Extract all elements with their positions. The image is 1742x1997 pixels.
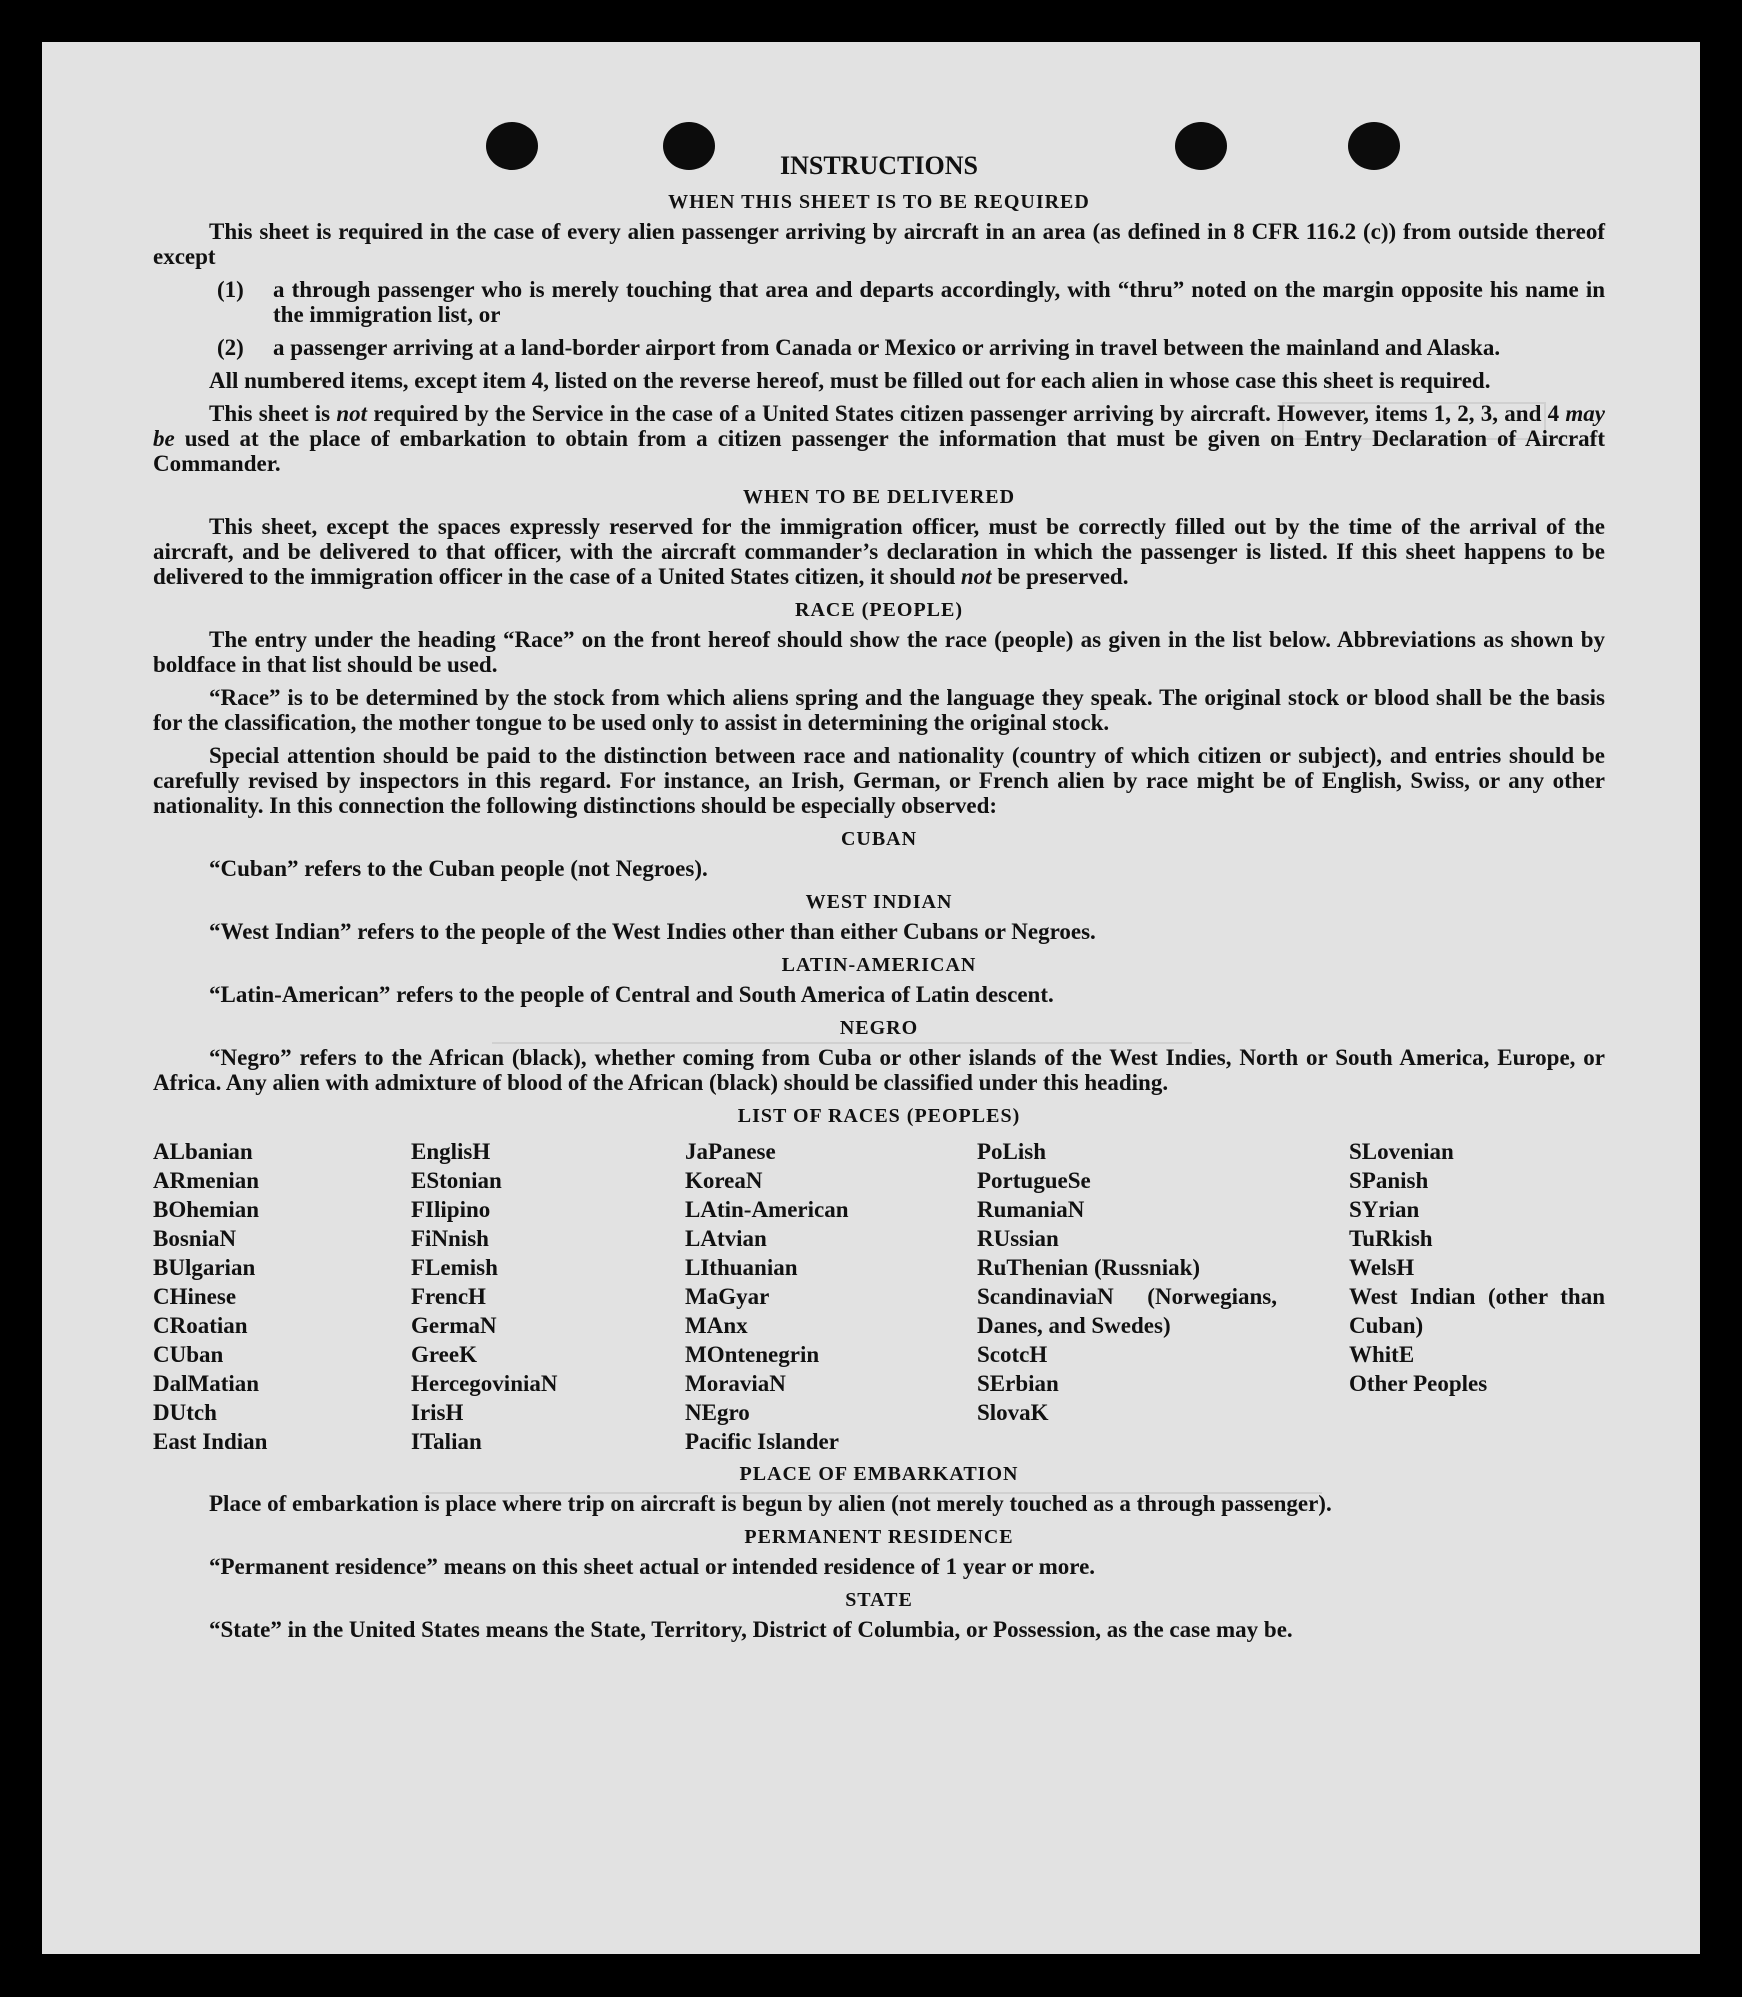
text-run: This sheet is <box>209 401 337 426</box>
race-entry: CRoatian <box>153 1313 248 1338</box>
race-entry: FLemish <box>411 1255 498 1280</box>
race-entry: MAnx <box>685 1313 748 1338</box>
item-text: a through passenger who is merely touching that area and departs accordingly, with “thru” noted on the margin opposite his name in the immigration list, or <box>273 277 1605 327</box>
emphasis: may be <box>153 401 1605 451</box>
paragraph: All numbered items, except item 4, listed on the reverse hereof, must be filled out for each alien in whose case this sheet is required. <box>209 368 1491 393</box>
heading-state: STATE <box>845 1589 913 1611</box>
paragraph: “Latin-American” refers to the people of Central and South America of Latin descent. <box>209 982 1054 1007</box>
race-entry: IrisH <box>411 1400 464 1425</box>
race-entry: SErbian <box>977 1371 1059 1396</box>
race-entry: RuThenian (Russniak) <box>977 1255 1201 1280</box>
race-entry: KoreaN <box>685 1168 763 1193</box>
heading-when-required: WHEN THIS SHEET IS TO BE REQUIRED <box>668 191 1090 213</box>
race-entry: BOhemian <box>153 1197 260 1222</box>
race-entry: DalMatian <box>153 1371 260 1396</box>
race-entry: DUtch <box>153 1400 217 1425</box>
race-entry: PoLish <box>977 1139 1047 1164</box>
race-entry: WhitE <box>1349 1342 1415 1367</box>
race-entry: FIlipino <box>411 1197 491 1222</box>
race-entry: FiNnish <box>411 1226 489 1251</box>
heading-latin-american: LATIN-AMERICAN <box>781 954 977 976</box>
race-entry: WelsH <box>1349 1255 1415 1280</box>
race-entry: LAtin-American <box>685 1197 849 1222</box>
race-entry: MaGyar <box>685 1284 770 1309</box>
race-entry: SYrian <box>1349 1197 1420 1222</box>
races-column <box>411 1137 671 1456</box>
race-entry: JaPanese <box>685 1139 776 1164</box>
race-entry: BUlgarian <box>153 1255 256 1280</box>
race-entry: MoraviaN <box>685 1371 786 1396</box>
races-column <box>977 1137 1277 1427</box>
race-entry: HercegoviniaN <box>411 1371 558 1396</box>
race-entry: ALbanian <box>153 1139 253 1164</box>
races-column <box>153 1137 393 1456</box>
race-entry: CHinese <box>153 1284 237 1309</box>
races-column <box>685 1137 965 1456</box>
race-entry: PortugueSe <box>977 1168 1091 1193</box>
race-entry: SPanish <box>1349 1168 1429 1193</box>
race-entry: ARmenian <box>153 1168 260 1193</box>
paragraph: “Race” is to be determined by the stock from which aliens spring and the language they speak. The original stock or blood shall be the basis for the classification, the mother tongue to be used only to assist in determining the original stock. <box>153 685 1605 735</box>
paragraph: “State” in the United States means the State, Territory, District of Columbia, or Possession, as the case may be. <box>209 1617 1293 1642</box>
emphasis: not <box>336 401 368 426</box>
race-entry: GermaN <box>411 1313 497 1338</box>
race-entry: East Indian <box>153 1429 268 1454</box>
race-entry: ScotcH <box>977 1342 1048 1367</box>
page-title: INSTRUCTIONS <box>780 151 978 180</box>
race-entry: NEgro <box>685 1400 750 1425</box>
race-entry: CUban <box>153 1342 224 1367</box>
race-entry: LIthuanian <box>685 1255 798 1280</box>
race-entry: FrencH <box>411 1284 486 1309</box>
race-entry: West Indian (other than Cuban) <box>1349 1284 1605 1338</box>
heading-race: RACE (PEOPLE) <box>795 599 963 621</box>
paragraph: Special attention should be paid to the distinction between race and nationality (country of which citizen or subject), and entries should be carefully revised by inspectors in this regard. For instance, an Irish, German, or French alien by race might be of English, Swiss, or any other nationality. In this connection the following distinctions should be especially observed: <box>153 743 1605 818</box>
text-run: used at the place of embarkation to obtain from a citizen passenger the information that must be given on Entry Declaration of Aircraft Commander. <box>153 426 1605 476</box>
heading-place-of-embarkation: PLACE OF EMBARKATION <box>739 1463 1019 1485</box>
exception-item <box>217 277 1605 327</box>
race-entry: Pacific Islander <box>685 1429 839 1454</box>
heading-west-indian: WEST INDIAN <box>805 891 953 913</box>
heading-negro: NEGRO <box>839 1017 919 1039</box>
paragraph: “Cuban” refers to the Cuban people (not Negroes). <box>209 856 708 881</box>
instructions-content <box>153 151 1605 1650</box>
text-run: be preserved. <box>991 564 1129 589</box>
race-entry: EStonian <box>411 1168 502 1193</box>
heading-permanent-residence: PERMANENT RESIDENCE <box>744 1526 1014 1548</box>
exception-item <box>217 335 1605 360</box>
race-entry: MOntenegrin <box>685 1342 820 1367</box>
race-entry: EnglisH <box>411 1139 491 1164</box>
race-entry: Other Peoples <box>1349 1371 1488 1396</box>
races-column <box>1349 1137 1605 1398</box>
paragraph: “Negro” refers to the African (black), whether coming from Cuba or other islands of the West Indies, North or South America, Europe, or Africa. Any alien with admixture of blood of the African (black) should be classified under this heading. <box>153 1045 1605 1095</box>
race-entry: ITalian <box>411 1429 482 1454</box>
text-run: This sheet, except the spaces expressly reserved for the immigration officer, must be correctly filled out by the time of the arrival of the aircraft, and be delivered to that officer, with the aircraft commander’s declaration in which the passenger is listed. If this sheet happens to be delivered to the immigration officer in the case of a United States citizen, it should <box>153 514 1605 589</box>
race-entry: GreeK <box>411 1342 477 1367</box>
paragraph <box>153 401 1605 476</box>
race-entry: TuRkish <box>1349 1226 1433 1251</box>
document-sheet <box>42 42 1700 1954</box>
race-entry: RUssian <box>977 1226 1059 1251</box>
races-list <box>153 1137 1605 1453</box>
paragraph <box>153 514 1605 589</box>
race-entry: SLovenian <box>1349 1139 1454 1164</box>
paragraph: This sheet is required in the case of every alien passenger arriving by aircraft in an area (as defined in 8 CFR 116.2 (c)) from outside thereof except <box>153 219 1605 269</box>
item-text: a passenger arriving at a land-border airport from Canada or Mexico or arriving in travel between the mainland and Alaska. <box>273 335 1501 360</box>
item-number: (1) <box>217 277 244 302</box>
race-entry: SlovaK <box>977 1400 1049 1425</box>
text-run: required by the Service in the case of a United States citizen passenger arriving by aircraft. However, items 1, 2, 3, and 4 <box>367 401 1566 426</box>
heading-list-of-races: LIST OF RACES (PEOPLES) <box>737 1105 1021 1127</box>
emphasis: not <box>960 564 992 589</box>
race-entry: BosniaN <box>153 1226 237 1251</box>
race-entry: LAtvian <box>685 1226 767 1251</box>
race-entry: ScandinaviaN (Norwegians, Danes, and Swedes) <box>977 1284 1277 1338</box>
item-number: (2) <box>217 335 244 360</box>
heading-when-delivered: WHEN TO BE DELIVERED <box>742 486 1016 508</box>
paragraph: “West Indian” refers to the people of the West Indies other than either Cubans or Negroes. <box>209 919 1096 944</box>
race-entry: RumaniaN <box>977 1197 1085 1222</box>
heading-cuban: CUBAN <box>840 828 918 850</box>
paragraph: The entry under the heading “Race” on the front hereof should show the race (people) as given in the list below. Abbreviations as shown by boldface in that list should be used. <box>153 627 1605 677</box>
paragraph: Place of embarkation is place where trip on aircraft is begun by alien (not merely touched as a through passenger). <box>209 1491 1332 1516</box>
paragraph: “Permanent residence” means on this sheet actual or intended residence of 1 year or more. <box>209 1554 1096 1579</box>
